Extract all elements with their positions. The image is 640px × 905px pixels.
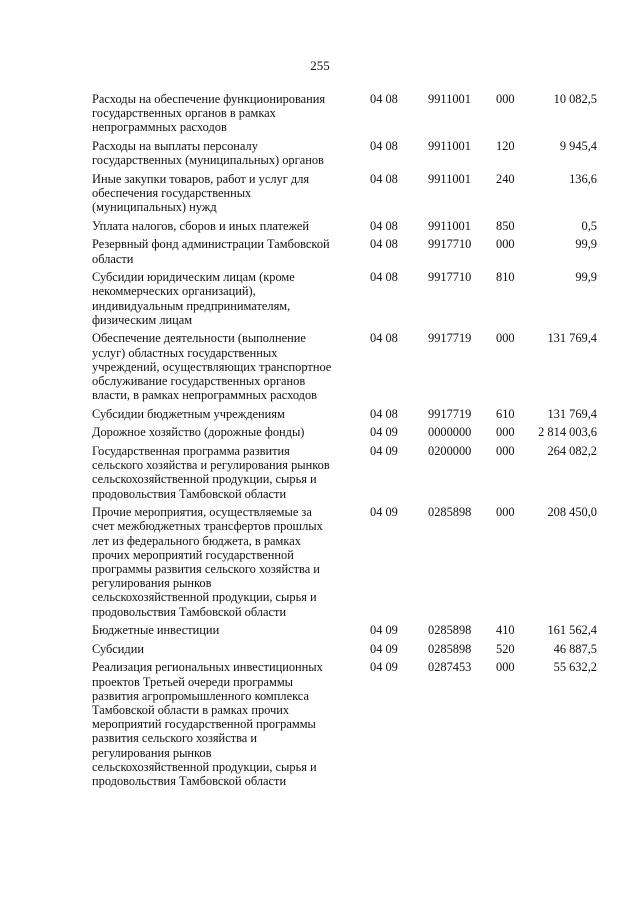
- table-row: [92, 219, 597, 233]
- expense-name-line: сельского хозяйства и регулирования рынков: [92, 458, 330, 473]
- expense-name-line: продовольствия Тамбовской области: [92, 774, 287, 789]
- expense-name: [92, 407, 350, 421]
- expense-type: 000: [496, 331, 515, 346]
- expense-type: 810: [496, 270, 515, 285]
- expense-name-line: продовольствия Тамбовской области: [92, 604, 287, 619]
- section-code: 04 08: [370, 218, 398, 233]
- table-row: [92, 505, 597, 619]
- amount: 99,9: [575, 270, 597, 285]
- section-code: 04 09: [370, 425, 398, 440]
- amount: 10 082,5: [553, 92, 597, 106]
- expense-name-line: Субсидии бюджетным учреждениям: [92, 406, 285, 421]
- amount: 131 769,4: [547, 406, 597, 421]
- expense-name-line: счет межбюджетных трансфертов прошлых: [92, 519, 323, 534]
- expense-name-line: развития агропромышленного комплекса: [92, 688, 309, 703]
- expense-name-line: Обеспечение деятельности (выполнение: [92, 331, 306, 346]
- expense-name: [92, 139, 350, 167]
- expense-name-line: государственных (муниципальных) органов: [92, 153, 324, 168]
- section-code: 04 08: [370, 139, 398, 153]
- target-article: 0287453: [428, 660, 472, 675]
- expense-name-line: обеспечения государственных: [92, 186, 252, 200]
- expense-type: 850: [496, 218, 515, 233]
- expense-name-line: Бюджетные инвестиции: [92, 623, 220, 638]
- table-row: [92, 139, 597, 167]
- table-row: [92, 92, 597, 135]
- expense-type: 000: [496, 443, 515, 458]
- expense-name-line: развития сельского хозяйства и: [92, 731, 258, 746]
- section-code: 04 08: [370, 237, 398, 252]
- expense-name: [92, 331, 350, 402]
- expense-name-line: государственных органов в рамках: [92, 106, 276, 121]
- expense-name: [92, 623, 350, 637]
- expense-name: [92, 505, 350, 619]
- expense-name: [92, 237, 350, 265]
- target-article: 9911001: [428, 92, 471, 106]
- expense-name-line: обслуживание государственных органов: [92, 374, 306, 388]
- expense-name-line: области: [92, 251, 134, 266]
- expense-type: 610: [496, 406, 515, 421]
- expense-type: 520: [496, 641, 515, 656]
- expense-name-line: сельскохозяйственной продукции, сырья и: [92, 590, 317, 605]
- expense-name: [92, 92, 350, 135]
- budget-table: [92, 92, 597, 793]
- expense-type: 000: [496, 92, 515, 106]
- target-article: 9917719: [428, 331, 472, 346]
- expense-type: 240: [496, 171, 515, 186]
- table-row: [92, 407, 597, 421]
- expense-name-line: Расходы на обеспечение функционирования: [92, 92, 326, 106]
- expense-name: [92, 219, 350, 233]
- expense-name: [92, 172, 350, 215]
- section-code: 04 08: [370, 270, 398, 285]
- expense-name: [92, 660, 350, 788]
- expense-name-line: сельскохозяйственной продукции, сырья и: [92, 472, 317, 487]
- expense-name-line: проектов Третьей очереди программы: [92, 674, 293, 689]
- section-code: 04 09: [370, 505, 398, 520]
- target-article: 9917719: [428, 406, 472, 421]
- amount: 55 632,2: [553, 660, 597, 675]
- expense-name: [92, 425, 350, 439]
- target-article: 9917710: [428, 270, 472, 285]
- amount: 264 082,2: [547, 443, 597, 458]
- section-code: 04 09: [370, 443, 398, 458]
- expense-name-line: Реализация региональных инвестиционных: [92, 660, 323, 675]
- table-row: [92, 425, 597, 439]
- table-row: [92, 331, 597, 402]
- target-article: 0000000: [428, 425, 472, 440]
- expense-type: 000: [496, 237, 515, 252]
- expense-name-line: непрограммных расходов: [92, 120, 227, 135]
- amount: 9 945,4: [559, 139, 597, 153]
- section-code: 04 08: [370, 331, 398, 346]
- section-code: 04 08: [370, 92, 398, 106]
- amount: 2 814 003,6: [538, 425, 597, 440]
- expense-name-line: индивидуальным предпринимателям,: [92, 298, 291, 313]
- section-code: 04 08: [370, 406, 398, 421]
- expense-name-line: Уплата налогов, сборов и иных платежей: [92, 218, 310, 233]
- amount: 46 887,5: [553, 641, 597, 656]
- section-code: 04 09: [370, 660, 398, 675]
- expense-name-line: Государственная программа развития: [92, 443, 290, 458]
- expense-type: 120: [496, 139, 515, 153]
- target-article: 0285898: [428, 623, 472, 638]
- expense-name-line: (муниципальных) нужд: [92, 200, 217, 215]
- expense-name-line: власти, в рамках непрограммных расходов: [92, 388, 318, 403]
- amount: 99,9: [575, 237, 597, 252]
- expense-name-line: услуг) областных государственных: [92, 345, 278, 360]
- table-row: [92, 642, 597, 656]
- section-code: 04 09: [370, 623, 398, 638]
- table-row: [92, 270, 597, 327]
- expense-name: [92, 642, 350, 656]
- expense-name-line: лет из федерального бюджета, в рамках: [92, 533, 301, 548]
- expense-name-line: Прочие мероприятия, осуществляемые за: [92, 505, 312, 520]
- expense-name-line: Субсидии юридическим лицам (кроме: [92, 270, 295, 285]
- table-row: [92, 623, 597, 637]
- expense-name-line: регулирования рынков: [92, 745, 212, 760]
- table-row: [92, 444, 597, 501]
- amount: 208 450,0: [547, 505, 597, 520]
- target-article: 9911001: [428, 218, 471, 233]
- amount: 131 769,4: [547, 331, 597, 346]
- expense-type: 000: [496, 505, 515, 520]
- target-article: 0285898: [428, 641, 472, 656]
- expense-name-line: Резервный фонд администрации Тамбовской: [92, 237, 330, 252]
- page-number: 255: [310, 58, 330, 73]
- expense-name-line: учреждений, осуществляющих транспортное: [92, 359, 332, 374]
- expense-name-line: сельскохозяйственной продукции, сырья и: [92, 759, 317, 774]
- expense-name-line: программы развития сельского хозяйства и: [92, 562, 320, 576]
- expense-type: 000: [496, 660, 515, 675]
- amount: 0,5: [581, 218, 597, 233]
- table-row: [92, 660, 597, 788]
- expense-name-line: мероприятий государственной программы: [92, 717, 316, 732]
- expense-type: 410: [496, 623, 515, 638]
- expense-name-line: прочих мероприятий государственной: [92, 547, 294, 562]
- expense-name-line: Иные закупки товаров, работ и услуг для: [92, 171, 310, 186]
- amount: 161 562,4: [547, 623, 597, 638]
- target-article: 0200000: [428, 443, 472, 458]
- amount: 136,6: [569, 171, 597, 186]
- expense-name-line: Тамбовской области в рамках прочих: [92, 703, 290, 717]
- target-article: 0285898: [428, 505, 472, 520]
- section-code: 04 09: [370, 641, 398, 656]
- expense-name: [92, 270, 350, 327]
- expense-name-line: регулирования рынков: [92, 576, 212, 591]
- expense-name: [92, 444, 350, 501]
- expense-name-line: некоммерческих организаций),: [92, 284, 256, 299]
- target-article: 9911001: [428, 171, 471, 186]
- expense-name-line: Дорожное хозяйство (дорожные фонды): [92, 425, 305, 440]
- table-row: [92, 172, 597, 215]
- expense-type: 000: [496, 425, 515, 440]
- target-article: 9911001: [428, 139, 471, 153]
- expense-name-line: Субсидии: [92, 641, 144, 656]
- table-row: [92, 237, 597, 265]
- section-code: 04 08: [370, 171, 398, 186]
- expense-name-line: физическим лицам: [92, 312, 193, 327]
- target-article: 9917710: [428, 237, 472, 252]
- expense-name-line: Расходы на выплаты персоналу: [92, 139, 258, 153]
- expense-name-line: продовольствия Тамбовской области: [92, 486, 287, 501]
